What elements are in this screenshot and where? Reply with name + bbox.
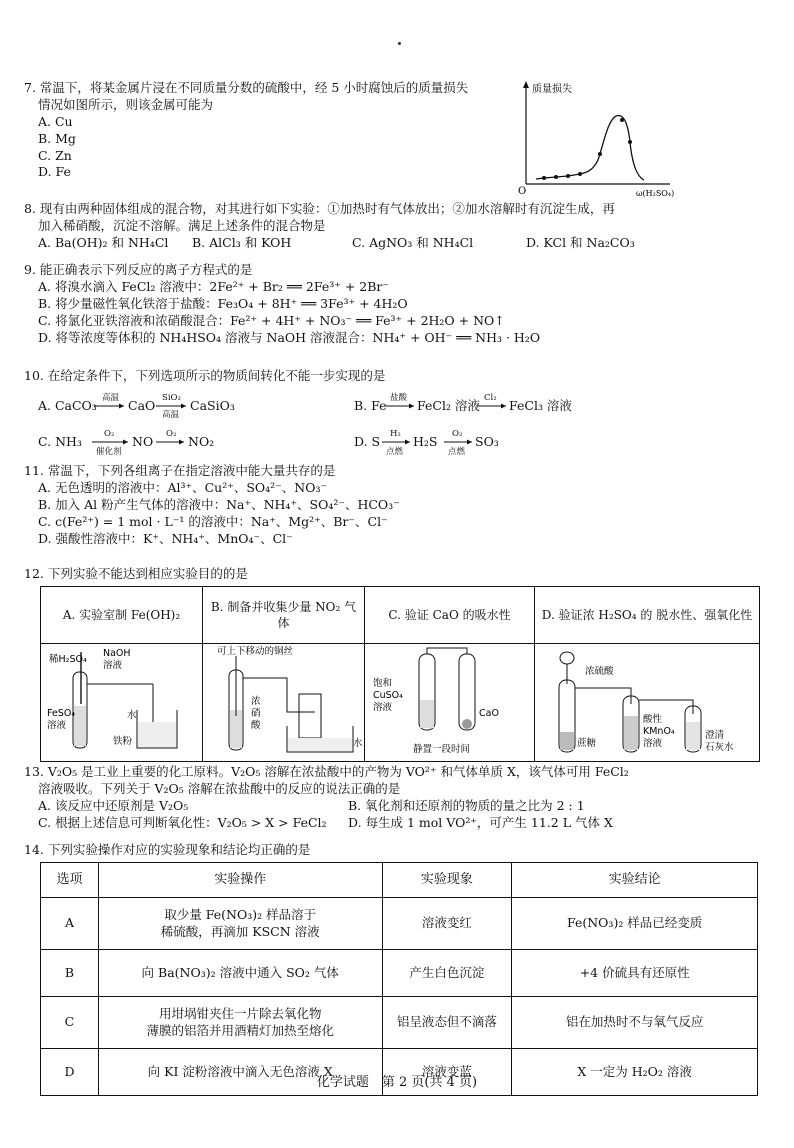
q11-option-b: B. 加入 Al 粉产生气体的溶液中：Na⁺、NH₄⁺、SO₄²⁻、HCO₃⁻	[38, 496, 400, 512]
label-saturated: 饱和	[373, 678, 393, 689]
label-feso4: FeSO₄	[47, 708, 76, 719]
apparatus-d-drawing	[535, 644, 757, 761]
row-operation	[98, 898, 382, 950]
q10-d-label: D. S	[354, 434, 381, 449]
row-operation	[98, 950, 382, 997]
q10-a-cond1: 高温	[102, 393, 120, 403]
q7-option-b: B. Mg	[38, 130, 76, 146]
label-iron-powder: 铁粉	[113, 736, 133, 747]
data-point	[566, 174, 570, 178]
apparatus-b-drawing	[203, 644, 363, 761]
q13-option-d: D. 每生成 1 mol VO²⁺，可产生 11.2 L 气体 X	[348, 814, 613, 830]
label-naoh-solution: 溶液	[103, 660, 123, 671]
delivery-tube-1	[575, 688, 631, 704]
label-clear: 澄清	[705, 730, 725, 741]
q10-b-end: FeCl₃ 溶液	[509, 398, 572, 413]
q14-stem: 14. 下列实验操作对应的实验现象和结论均正确的是	[24, 842, 311, 857]
q10-d-arrowhead1	[405, 440, 410, 445]
page-footer: 化学试题 第 2 页(共 4 页)	[316, 1075, 478, 1090]
operation-line2: 薄膜的铝箔并用酒精灯加热至熔化	[146, 1022, 334, 1038]
q13-option-b: B. 氧化剂和还原剂的物质的量之比为 2 : 1	[348, 797, 585, 813]
q12-cell-a	[41, 587, 203, 761]
q12-cell-b-title: B. 制备并收集少量 NO₂ 气体	[203, 587, 364, 644]
q8-option-b: B. AlCl₃ 和 KOH	[192, 234, 292, 250]
q12-cell-d-apparatus	[535, 644, 759, 761]
row-conclusion: 铝在加热时不与氧气反应	[512, 997, 758, 1049]
tube-right	[459, 654, 475, 730]
q11-stem: 11. 常温下，下列各组离子在指定溶液中能大量共存的是	[24, 463, 336, 478]
cuso4-liquid	[420, 700, 434, 728]
q13-option-a: A. 该反应中还原剂是 V₂O₅	[38, 797, 189, 813]
limewater-liquid	[686, 722, 700, 750]
x-axis-label: ω(H₂SO₄)	[636, 189, 675, 198]
data-point	[598, 152, 602, 156]
q10-a-cond2a: SiO₂	[162, 393, 181, 403]
q10-b-arrowhead2	[501, 404, 506, 409]
q10-a-mid: CaO	[128, 398, 156, 413]
header-phenomenon: 实验现象	[382, 863, 512, 898]
q12-cell-a-title: A. 实验室制 Fe(OH)₂	[41, 587, 202, 644]
scan-dot	[398, 42, 401, 45]
q13-option-c: C. 根据上述信息可判断氧化性：V₂O₅ > X > FeCl₂	[38, 814, 327, 830]
question-9	[24, 262, 764, 346]
origin-label: O	[518, 186, 527, 197]
q10-d-cond1b: 点燃	[386, 447, 404, 457]
q10-c-mid: NO	[132, 434, 154, 449]
q7-graph-svg	[518, 80, 676, 198]
operation-line1: 取少量 Fe(NO₃)₂ 样品溶于	[164, 906, 317, 922]
row-phenomenon: 溶液变红	[382, 898, 512, 950]
data-point	[542, 176, 546, 180]
q10-d-mid: H₂S	[413, 434, 438, 449]
q12-cell-d-title: D. 验证浓 H₂SO₄ 的 脱水性、强氧化性	[535, 587, 759, 644]
q10-c-label: C. NH₃	[38, 434, 82, 449]
q12-apparatus-table	[40, 586, 760, 762]
row-phenomenon: 溶液变蓝	[382, 1049, 512, 1096]
tube-liquid	[74, 706, 86, 746]
label-kmno4-solution: 溶液	[643, 738, 663, 749]
q13-options	[24, 798, 764, 832]
q7-option-a: A. Cu	[38, 113, 73, 129]
q12-cell-d	[535, 587, 759, 761]
q10-b-label: B. Fe	[354, 398, 387, 413]
q7-stem-line2: 情况如图所示，则该金属可能为	[38, 96, 214, 112]
question-10	[24, 368, 764, 385]
q8-stem-line2: 加入稀硝酸，沉淀不溶解。满足上述条件的混合物是	[38, 217, 326, 233]
label-cao: CaO	[479, 708, 499, 719]
data-point	[628, 140, 632, 144]
q13-stem-line1: 13. V₂O₅ 是工业上重要的化工原料。V₂O₅ 溶解在浓盐酸中的产物为 VO²⁺ 和气体单质 X，该气体可用 FeCl₂	[24, 764, 629, 779]
q11-option-c: C. c(Fe²⁺) = 1 mol · L⁻¹ 的溶液中：Na⁺、Mg²⁺、Br⁻、Cl⁻	[38, 513, 388, 529]
q7-mass-loss-graph	[518, 80, 676, 198]
q10-c-end: NO₂	[188, 434, 215, 449]
table-row	[41, 950, 758, 997]
row-option: B	[41, 950, 99, 997]
label-water: 水	[127, 710, 137, 721]
label-stand-a-while: 静置一段时间	[413, 744, 471, 755]
label-conc-2: 硝	[251, 708, 261, 719]
q10-c-cond1b: 催化剂	[96, 447, 122, 457]
q10-c-cond2: O₂	[166, 429, 177, 439]
header-operation: 实验操作	[98, 863, 382, 898]
q10-b-cond2: Cl₂	[484, 393, 497, 403]
q10-b-mid: FeCl₂ 溶液	[417, 398, 480, 413]
question-14	[24, 842, 764, 859]
q10-conversion-options	[38, 388, 758, 464]
label-sucrose: 蔗糖	[577, 738, 597, 749]
table-row	[41, 997, 758, 1049]
label-dilute-h2so4: 稀H₂SO₄	[49, 654, 87, 665]
q12-cell-c-title: C. 验证 CaO 的吸水性	[365, 587, 534, 644]
header-conclusion: 实验结论	[512, 863, 758, 898]
row-operation	[98, 997, 382, 1049]
apparatus-a-drawing	[41, 644, 201, 761]
kmno4-liquid	[624, 716, 638, 750]
table-row	[41, 898, 758, 950]
row-phenomenon: 产生白色沉淀	[382, 950, 512, 997]
connector-tube	[427, 648, 467, 654]
q10-a-end: CaSiO₃	[190, 398, 235, 413]
data-point	[554, 175, 558, 179]
operation-line1: 向 KI 淀粉溶液中滴入无色溶液 X	[147, 1063, 333, 1079]
beaker-water	[138, 722, 176, 747]
q12-cell-a-apparatus	[41, 644, 202, 761]
q12-stem: 12. 下列实验不能达到相应实验目的的是	[24, 566, 248, 581]
q7-option-c: C. Zn	[38, 147, 72, 163]
label-limewater: 石灰水	[705, 742, 734, 753]
q7-option-d: D. Fe	[38, 164, 71, 180]
q7-stem-line1: 7. 常温下，将某金属片浸在不同质量分数的硫酸中，经 5 小时腐蚀后的质量损失	[24, 80, 469, 95]
label-conc-3: 酸	[251, 720, 261, 731]
q8-option-d: D. KCl 和 Na₂CO₃	[526, 234, 635, 250]
q10-d-cond2a: O₂	[452, 429, 463, 439]
q8-options	[24, 235, 764, 252]
row-option: C	[41, 997, 99, 1049]
q10-a-arrowhead2	[181, 404, 186, 409]
y-axis-label: 质量损失	[532, 84, 572, 95]
question-8	[24, 201, 764, 252]
q11-option-d: D. 强酸性溶液中：K⁺、NH₄⁺、MnO₄⁻、Cl⁻	[38, 530, 293, 546]
apparatus-c-drawing	[365, 644, 533, 761]
row-option: D	[41, 1049, 99, 1096]
q8-option-a: A. Ba(OH)₂ 和 NH₄Cl	[38, 234, 169, 250]
header-option: 选项	[41, 863, 99, 898]
q10-c-arrowhead2	[179, 440, 184, 445]
q10-d-arrowhead2	[467, 440, 472, 445]
label-kmno4: KMnO₄	[643, 726, 675, 737]
operation-line1: 用坩埚钳夹住一片除去氧化物	[158, 1005, 322, 1021]
label-feso4-solution: 溶液	[47, 720, 67, 731]
q10-a-arrowhead1	[119, 404, 124, 409]
q11-option-a: A. 无色透明的溶液中：Al³⁺、Cu²⁺、SO₄²⁻、NO₃⁻	[38, 479, 328, 495]
q12-cell-b-apparatus	[203, 644, 364, 761]
row-conclusion: +4 价硫具有还原性	[512, 950, 758, 997]
q10-d-cond2b: 点燃	[448, 447, 466, 457]
question-13	[24, 764, 764, 832]
row-phenomenon: 铝呈液态但不滴落	[382, 997, 512, 1049]
q10-c-arrowhead1	[123, 440, 128, 445]
collecting-bottle	[299, 694, 321, 738]
q14-experiment-table	[40, 862, 758, 1096]
separatory-funnel	[560, 652, 574, 664]
data-point	[578, 172, 582, 176]
q10-d-end: SO₃	[475, 434, 499, 449]
q10-b-cond1: 盐酸	[390, 393, 408, 403]
label-solution: 溶液	[373, 702, 393, 713]
q10-c-cond1a: O₂	[104, 429, 115, 439]
row-conclusion: Fe(NO₃)₂ 样品已经变质	[512, 898, 758, 950]
q9-stem: 9. 能正确表示下列反应的离子方程式的是	[24, 262, 253, 277]
row-option: A	[41, 898, 99, 950]
operation-line1: 向 Ba(NO₃)₂ 溶液中通入 SO₂ 气体	[141, 964, 339, 980]
q12-cell-c	[365, 587, 535, 761]
row-conclusion: X 一定为 H₂O₂ 溶液	[512, 1049, 758, 1096]
table-header-row	[41, 863, 758, 898]
label-naoh: NaOH	[103, 648, 131, 659]
q13-stem-line2: 溶液吸收。下列关于 V₂O₅ 溶解在浓盐酸中的反应的说法正确的是	[38, 780, 401, 796]
label-acidic: 酸性	[643, 714, 663, 725]
q9-option-d: D. 将等浓度等体积的 NH₄HSO₄ 溶液与 NaOH 溶液混合：NH₄⁺ + OH⁻ ══ NH₃ · H₂O	[38, 329, 541, 345]
data-point	[620, 118, 624, 122]
label-movable-copper-wire: 可上下移动的铜丝	[217, 646, 294, 657]
q10-stem: 10. 在给定条件下，下列选项所示的物质间转化不能一步实现的是	[24, 368, 386, 383]
q9-option-c: C. 将氯化亚铁溶液和浓硝酸混合：Fe²⁺ + 4H⁺ + NO₃⁻ ══ Fe³⁺ + 2H₂O + NO↑	[38, 312, 505, 328]
q8-stem-line1: 8. 现有由两种固体组成的混合物，对其进行如下实验：①加热时有气体放出；②加水溶解时有沉淀生成，再	[24, 201, 615, 216]
trough-water	[288, 738, 352, 751]
q12-cell-b	[203, 587, 365, 761]
q10-a-cond2b: 高温	[162, 410, 180, 420]
label-water: 水	[353, 738, 363, 749]
cao-solid	[462, 719, 472, 729]
label-cuso4: CuSO₄	[373, 690, 403, 701]
y-axis-arrow	[523, 81, 529, 88]
q10-a-label: A. CaCO₃	[38, 398, 97, 413]
label-conc-1: 浓	[251, 696, 261, 707]
q10-b-arrowhead1	[409, 404, 414, 409]
q12-cell-c-apparatus	[365, 644, 534, 761]
sucrose	[560, 732, 574, 750]
label-conc-h2so4: 浓硫酸	[585, 666, 614, 677]
q9-option-a: A. 将溴水滴入 FeCl₂ 溶液中：2Fe²⁺ + Br₂ ══ 2Fe³⁺ + 2Br⁻	[38, 278, 390, 294]
question-12	[24, 566, 764, 583]
question-11	[24, 463, 764, 547]
mass-loss-curve	[536, 116, 644, 180]
operation-line2: 稀硫酸，再滴加 KSCN 溶液	[160, 923, 320, 939]
q8-option-c: C. AgNO₃ 和 NH₄Cl	[352, 234, 474, 250]
q10-d-cond1a: H₂	[390, 429, 401, 439]
q9-option-b: B. 将少量磁性氧化铁溶于盐酸：Fe₃O₄ + 8H⁺ ══ 3Fe³⁺ + 4H₂O	[38, 295, 408, 311]
